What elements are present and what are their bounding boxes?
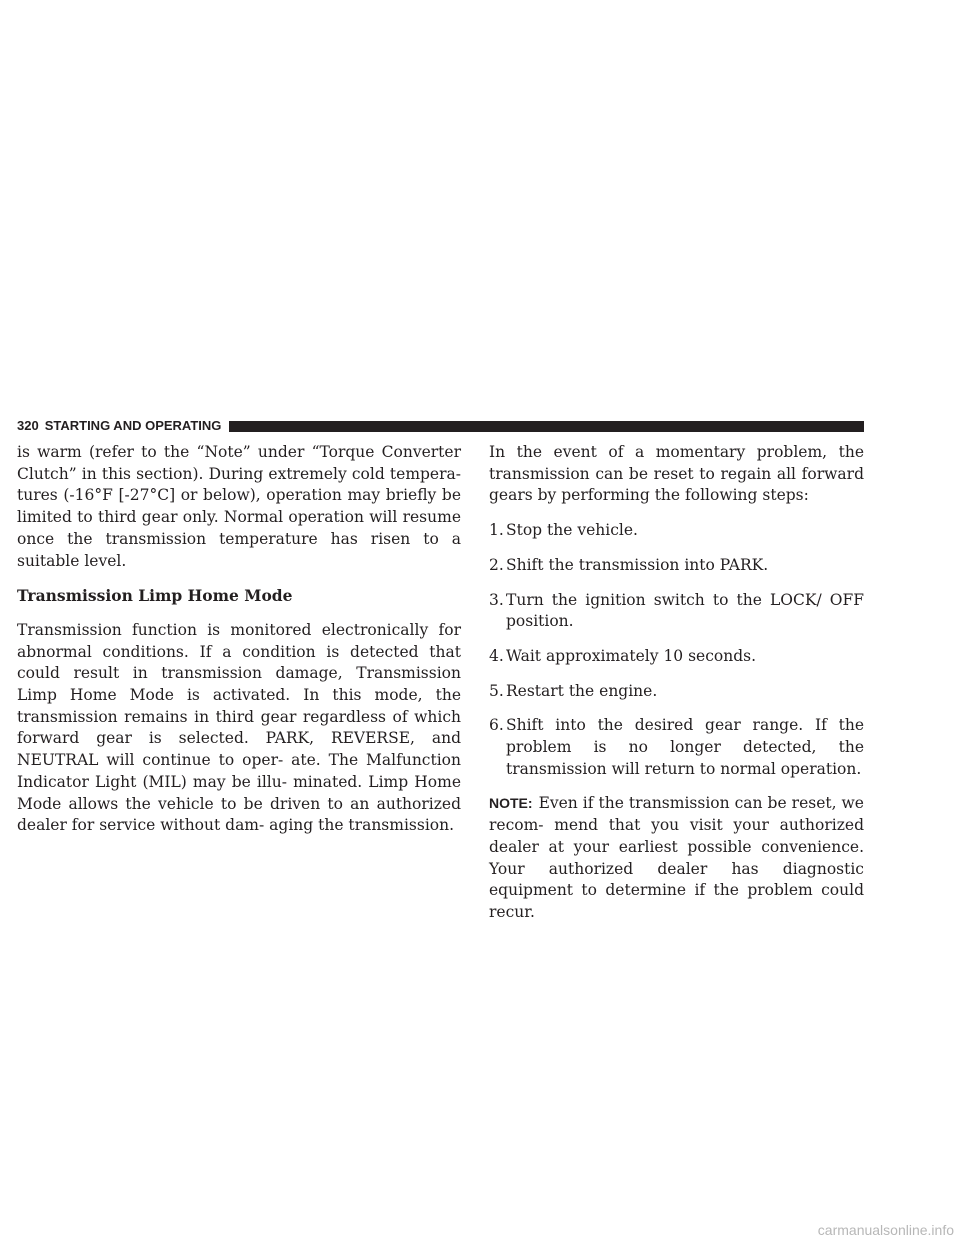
note-label: NOTE:	[489, 795, 533, 812]
note-paragraph	[489, 793, 864, 923]
watermark: carmanualsonline.info	[817, 1222, 954, 1238]
list-item	[489, 555, 864, 577]
header-rule	[229, 421, 864, 432]
step-text: Turn the ignition switch to the LOCK/ OFF position.	[506, 590, 864, 631]
note-text: Even if the transmission can be reset, we recom- mend that you visit your authorized dealer at your earliest possible convenience. Your authorized dealer has diagnostic equipment to determine if the problem could recur.	[489, 794, 864, 921]
paragraph-limp-home-mode: Transmission function is monitored electronically for abnormal conditions. If a condition is detected that could result in transmission damage, Transmission Limp Home Mode is activated. In this mode, the transmission remains in third gear regardless of which forward gear is selected. PARK, REVERSE, and NEUTRAL will continue to oper- ate. The Malfunction Indicator Light (MIL) may be illu- minated. Limp Home Mode allows the vehicle to be driven to an authorized dealer for service without dam- aging the transmission.	[17, 620, 461, 835]
step-number: 4.	[489, 646, 504, 665]
list-item	[489, 646, 864, 668]
step-number: 1.	[489, 521, 504, 540]
step-text: Stop the vehicle.	[506, 521, 638, 540]
section-title: STARTING AND OPERATING	[44, 418, 222, 433]
page-header	[17, 419, 864, 433]
heading-limp-home-mode: Transmission Limp Home Mode	[17, 586, 293, 606]
step-number: 3.	[489, 590, 504, 609]
left-column	[17, 442, 461, 850]
list-item	[489, 715, 864, 780]
step-text: Shift the transmission into PARK.	[506, 555, 769, 574]
paragraph-reset-intro: In the event of a momentary problem, the transmission can be reset to regain all forward gears by performing the following steps:	[489, 443, 864, 505]
list-item	[489, 590, 864, 633]
step-text: Restart the engine.	[506, 681, 658, 700]
paragraph-cold-temperature: is warm (refer to the “Note” under “Torque Converter Clutch” in this section). During extremely cold tempera- tures (-16°F [-27°C] or below), operation may briefly be limited to third gear only. Normal operation will resume once the transmission temperature has risen to a suitable level.	[17, 443, 461, 570]
right-column	[489, 442, 864, 937]
list-item	[489, 681, 864, 703]
list-item	[489, 520, 864, 542]
step-text: Shift into the desired gear range. If the problem is no longer detected, the transmission will return to normal operation.	[506, 716, 864, 778]
step-number: 5.	[489, 681, 504, 700]
step-text: Wait approximately 10 seconds.	[506, 646, 757, 665]
step-number: 6.	[489, 716, 504, 735]
step-number: 2.	[489, 555, 504, 574]
page-number: 320	[17, 418, 39, 433]
